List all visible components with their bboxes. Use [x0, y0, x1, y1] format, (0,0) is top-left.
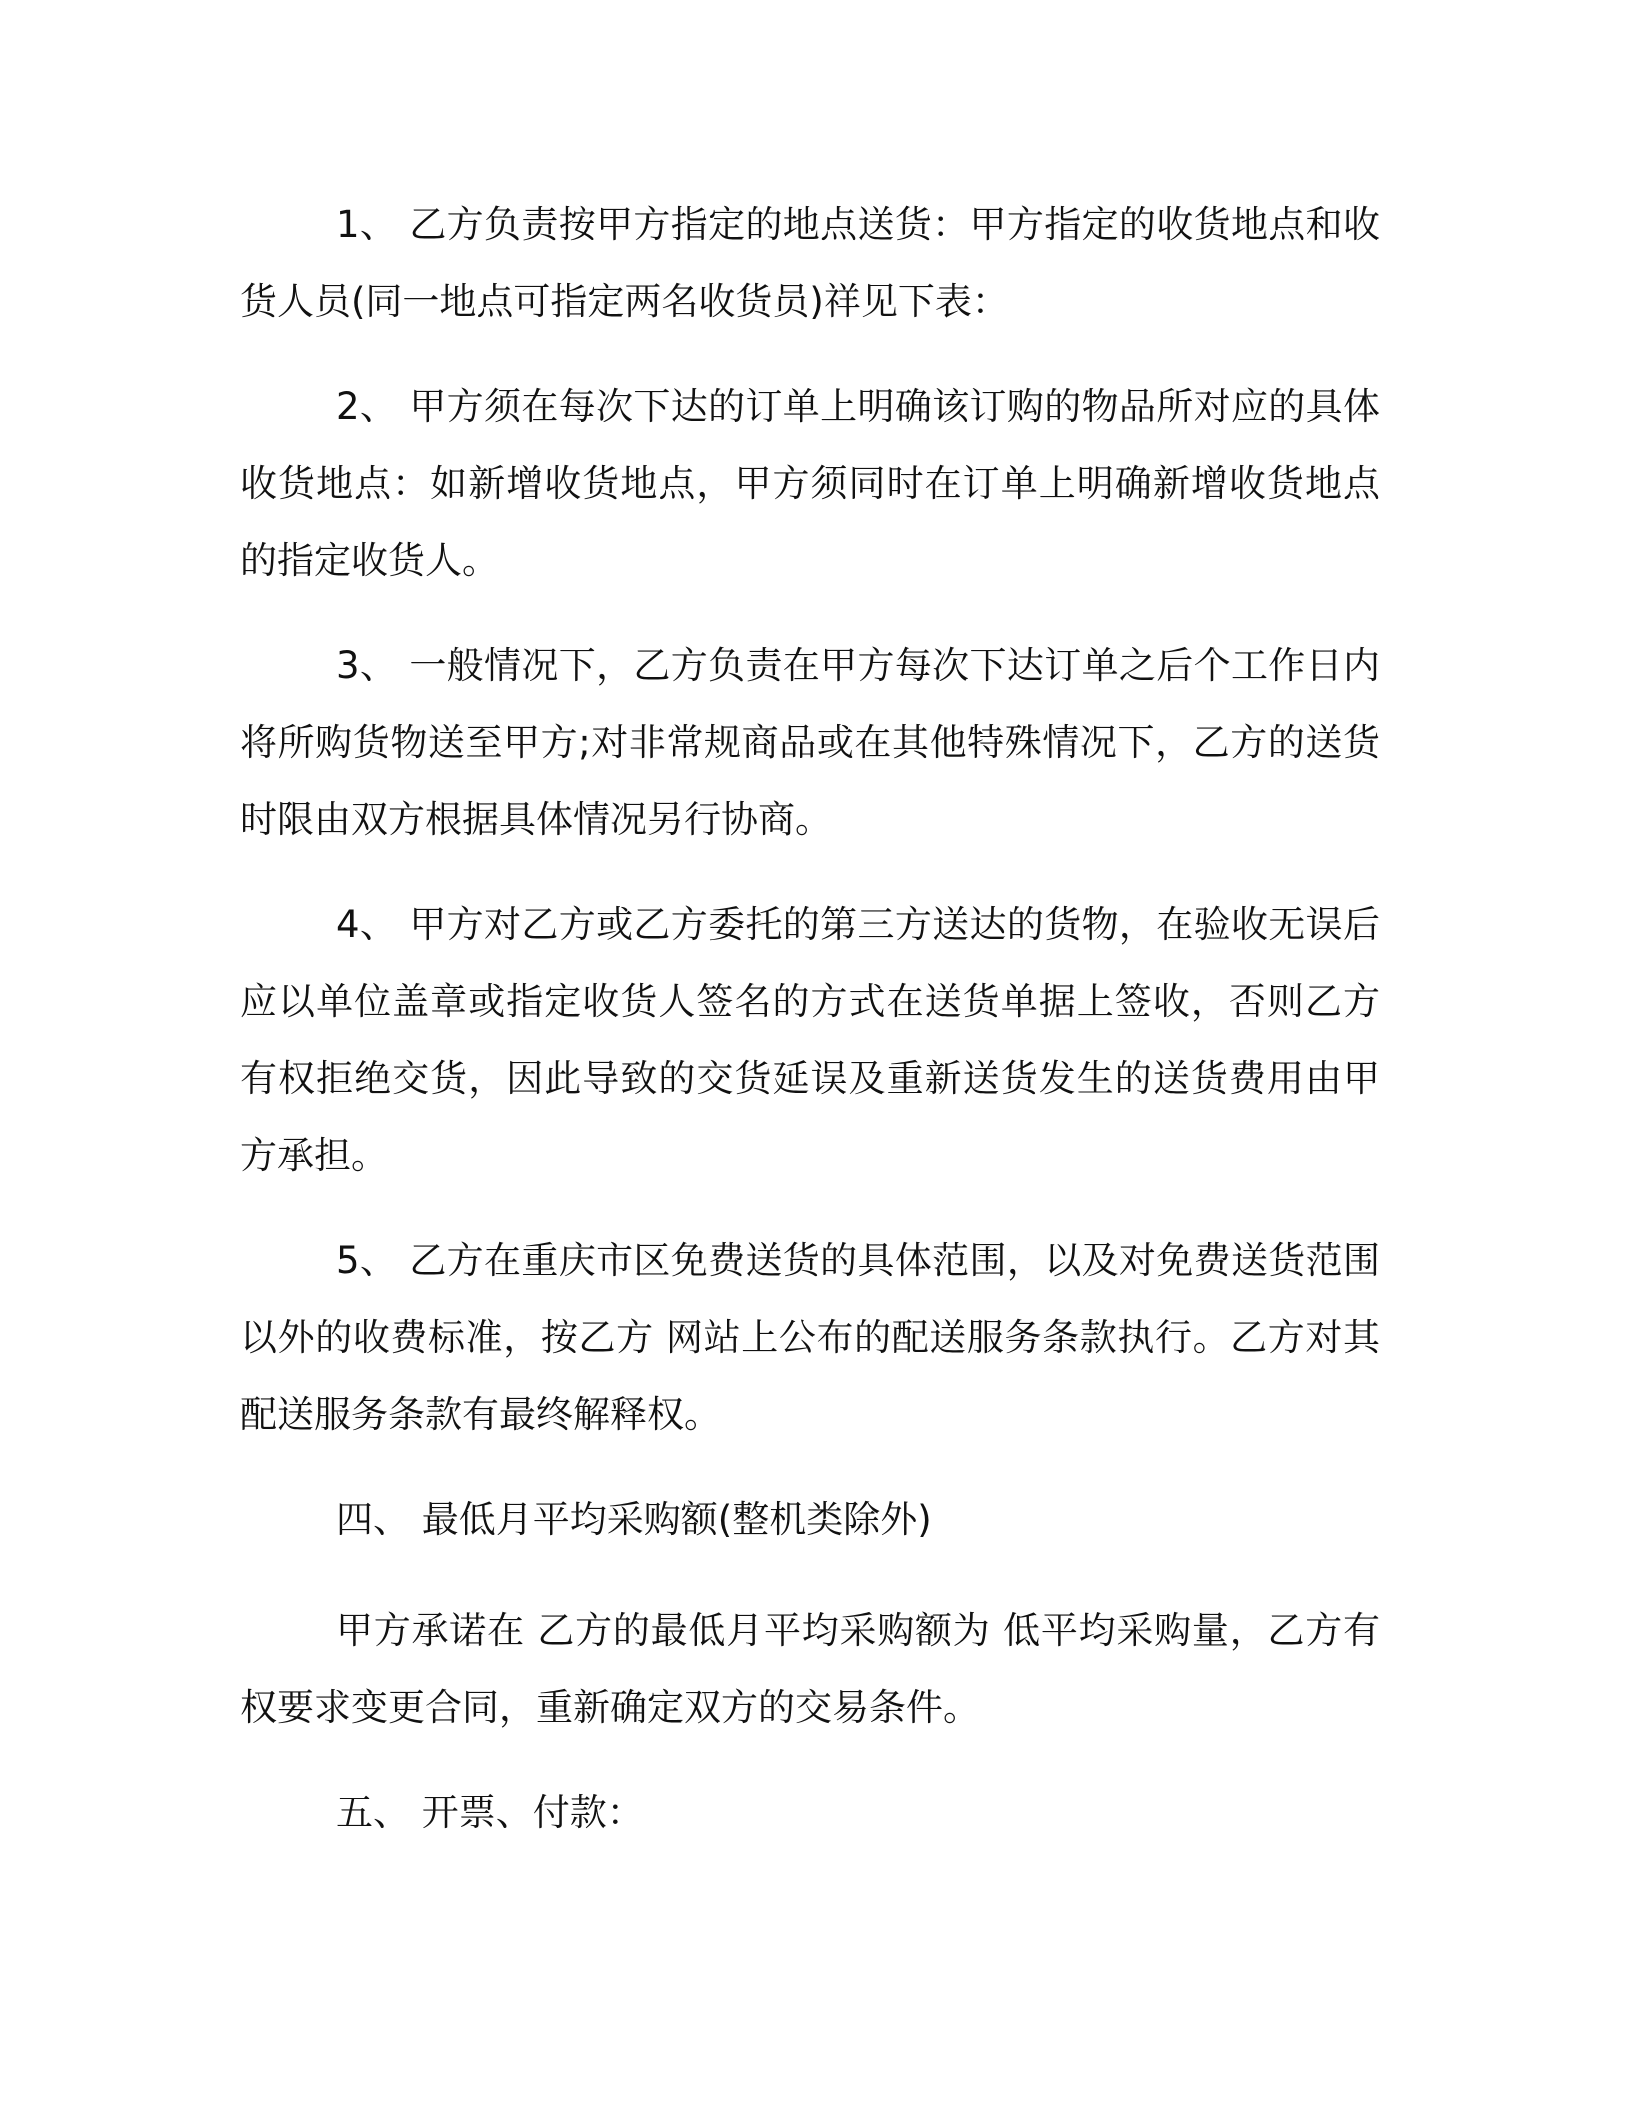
clause-5: 5、 乙方在重庆市区免费送货的具体范围，以及对免费送货范围以外的收费标准，按乙方 网站上公布的配送服务条款执行。乙方对其配送服务条款有最终解释权。 — [240, 1239, 1380, 1436]
clause-1: 1、 乙方负责按甲方指定的地点送货：甲方指定的收货地点和收货人员(同一地点可指定两名收货员)祥见下表： — [240, 203, 1380, 323]
clause-3: 3、 一般情况下，乙方负责在甲方每次下达订单之后个工作日内将所购货物送至甲方;对非常规商品或在其他特殊情况下，乙方的送货时限由双方根据具体情况另行协商。 — [240, 644, 1380, 841]
section-4-heading: 四、 最低月平均采购额(整机类除外) — [336, 1498, 932, 1541]
section-5-heading: 五、 开票、付款： — [336, 1791, 644, 1834]
clause-2: 2、 甲方须在每次下达的订单上明确该订购的物品所对应的具体收货地点：如新增收货地点，甲方须同时在订单上明确新增收货地点的指定收货人。 — [240, 385, 1380, 582]
section-4-body: 甲方承诺在 乙方的最低月平均采购额为 低平均采购量，乙方有权要求变更合同，重新确定双方的交易条件。 — [240, 1609, 1380, 1729]
document-body — [240, 186, 1380, 1885]
clause-4: 4、 甲方对乙方或乙方委托的第三方送达的货物，在验收无误后应以单位盖章或指定收货人签名的方式在送货单据上签收，否则乙方有权拒绝交货，因此导致的交货延误及重新送货发生的送货费用由甲方承担。 — [240, 903, 1380, 1177]
